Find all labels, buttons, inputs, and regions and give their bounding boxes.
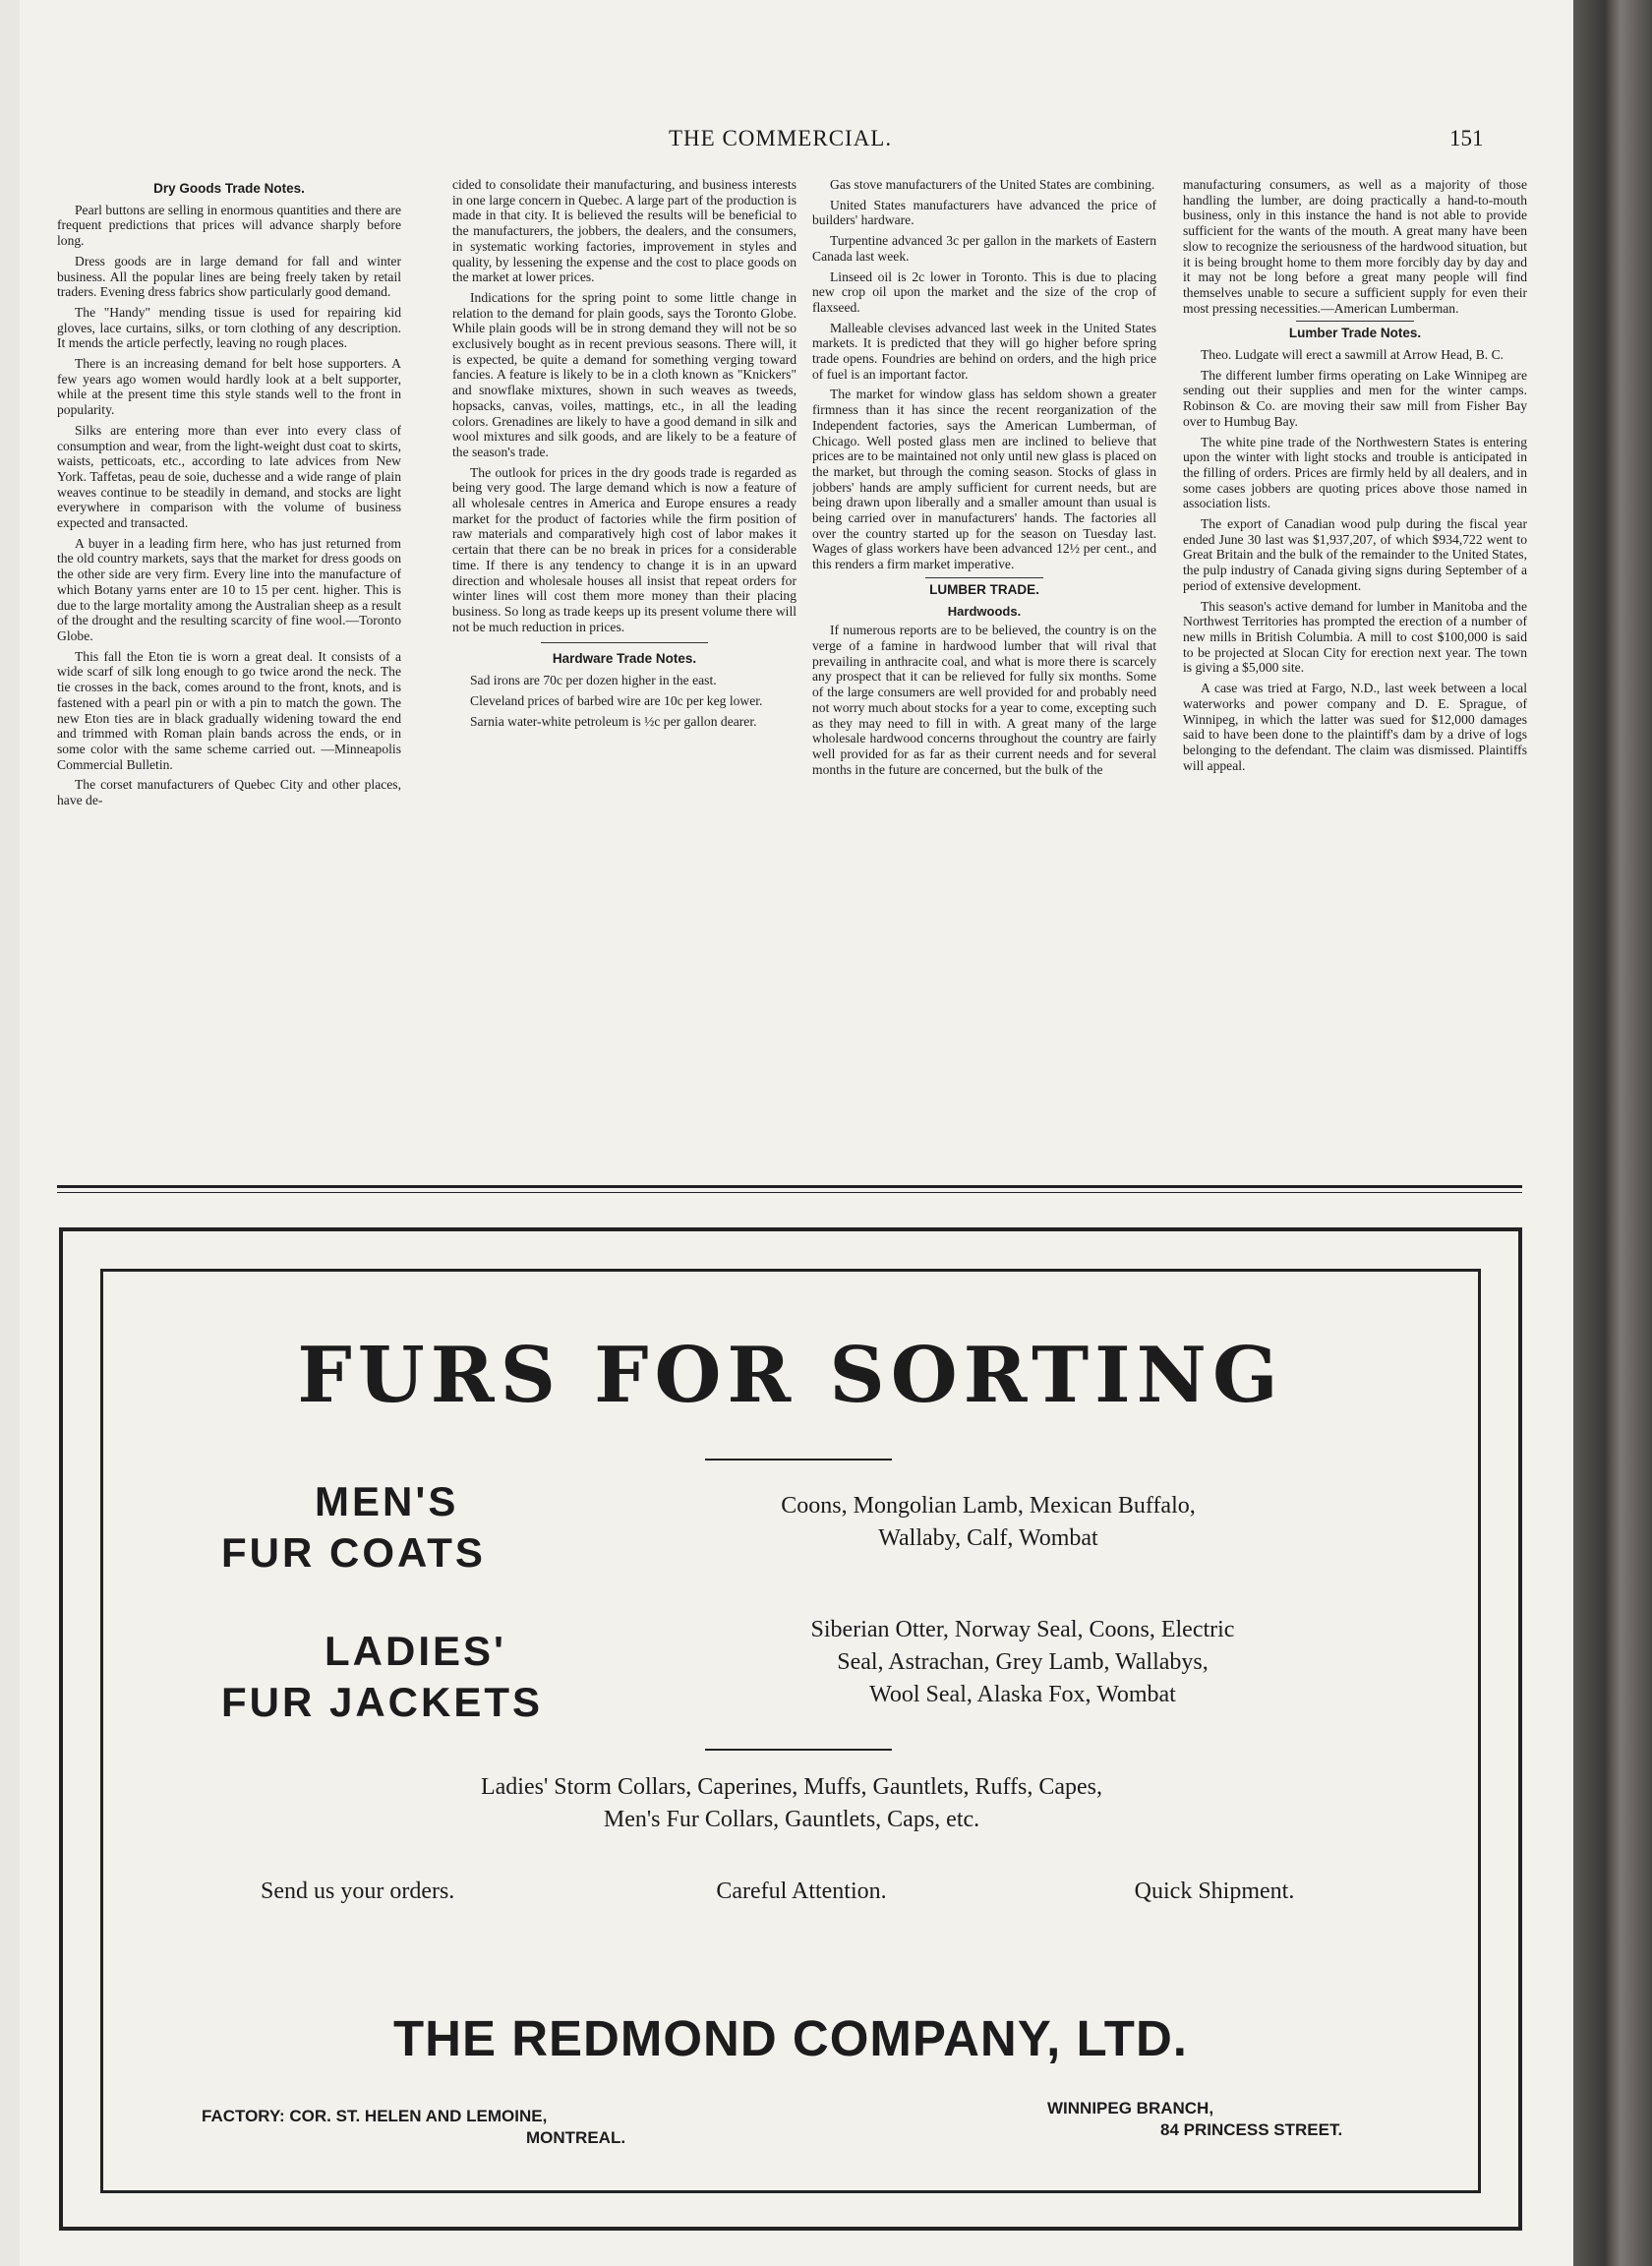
newspaper-page: [20, 0, 1573, 2266]
ladies-fur-list-line2: Seal, Astrachan, Grey Lamb, Wallabys,: [837, 1649, 1209, 1675]
paragraph: The corset manufacturers of Quebec City and other places, have de-: [57, 777, 401, 808]
paragraph: The different lumber firms operating on Lake Winnipeg are sending out their supplies and men for the winter camps. Robinson & Co. are moving their saw mill from Fisher Bay over to Humbug Bay.: [1183, 367, 1527, 429]
section-heading-hardware: Hardware Trade Notes.: [552, 651, 697, 667]
paragraph: The outlook for prices in the dry goods trade is regarded as being very good. The large demand which is now a feature of all wholesale centres in America and Europe ensures a ready market for the product of factories while the firm position of raw materials and comparatively high cost of labor makes it certain that there can be no break in prices for a considerable time. If there is any tendency to change it is in an upward direction and wholesale houses all insist that repeat orders for winter lines will cost them more money than their placing business. So long as trade keeps up its present volume there will not be much reduction in prices.: [452, 464, 796, 634]
column-separator-rule: [57, 1185, 1522, 1188]
page-number: 151: [1449, 126, 1484, 150]
section-heading-dry-goods: Dry Goods Trade Notes.: [153, 181, 305, 196]
paragraph: The white pine trade of the Northwestern States is entering upon the winter with light stocks and trouble is anticipated in the filling of orders. Prices are firmly held by all dealers, and in some cases jobbers are quoting prices above those named in association lists.: [1183, 434, 1527, 511]
paragraph: Gas stove manufacturers of the United States are combining.: [830, 177, 1155, 192]
paragraph: Silks are entering more than ever into every class of consumption and wear, from the light-weight dust coat to skirts, waists, petticoats, etc., according to late advices from New York. Taffetas, peau de soie, duchesse and a wide range of plain weaves continue to be steadily in demand, and stocks are light everywhere in comparison with the volume of business expected and transacted.: [57, 422, 401, 531]
mens-fur-list: [713, 1490, 1264, 1555]
ladies-fur-list-line1: Siberian Otter, Norway Seal, Coons, Electric: [810, 1617, 1235, 1642]
ladies-heading-line1: LADIES': [324, 1628, 507, 1674]
paragraph: A case was tried at Fargo, N.D., last week between a local waterworks and power company and D. E. Sprague, of Winnipeg, in which the latter was sued for $12,000 damages said to have been done to the plaintiff's dam by a drive of logs belonging to the defendant. The claim was dismissed. Plaintiffs will appeal.: [1183, 681, 1527, 773]
mens-heading-line2: FUR COATS: [221, 1529, 486, 1576]
paragraph: Dress goods are in large demand for fall and winter business. All the popular lines are being freely taken by retail traders. Evening dress fabrics show particularly good demand.: [57, 253, 401, 300]
ladies-heading-line2: FUR JACKETS: [221, 1679, 544, 1725]
factory-address-line2: MONTREAL.: [526, 2128, 626, 2147]
accessories-line1: Ladies' Storm Collars, Caperines, Muffs, Gauntlets, Ruffs, Capes,: [480, 1774, 1103, 1800]
paragraph: manufacturing consumers, as well as a majority of those handling the lumber, are doing practically a hand-to-mouth business, only in this instance the hand is not able to provide sufficient for the wants of the mouth. A great many have been slow to recognize the seriousness of the hardwood situation, but it is being brought home to them more forcibly day by day and it may not be long before a great many people will find themselves unable to secure a sufficient supply for even their most pressing necessities.—American Lumberman.: [1183, 177, 1527, 316]
paragraph: Turpentine advanced 3c per gallon in the markets of Eastern Canada last week.: [812, 233, 1156, 264]
quick-shipment-text: Quick Shipment.: [1134, 1878, 1295, 1904]
article-columns: [57, 177, 1571, 1175]
mens-fur-list-line1: Coons, Mongolian Lamb, Mexican Buffalo,: [781, 1493, 1196, 1519]
ladies-fur-list: [733, 1614, 1313, 1711]
section-heading-lumber-notes: Lumber Trade Notes.: [1288, 326, 1422, 341]
paragraph: This fall the Eton tie is worn a great deal. It consists of a wide scarf of silk long enough to go twice arond the neck. The tie crosses in the back, comes around to the front, knots, and is fastened with a pearl pin or with a pin to match the gown. The new Eton ties are in black gradually widening toward the end and trimmed with Roman plain bands across the ends, or in some color with the same scheme carried out. —Minneapolis Commercial Bulletin.: [57, 648, 401, 772]
ladies-fur-list-line3: Wool Seal, Alaska Fox, Wombat: [869, 1682, 1176, 1707]
paragraph: Sad irons are 70c per dozen higher in the east.: [470, 673, 717, 688]
advertisement: [59, 1227, 1522, 2231]
subheading-hardwoods: Hardwoods.: [947, 603, 1022, 619]
divider: [925, 577, 1043, 578]
column-4: [1183, 177, 1527, 1175]
running-header: [20, 126, 1573, 155]
paragraph: Theo. Ludgate will erect a sawmill at Arrow Head, B. C.: [1201, 347, 1504, 363]
factory-address-line1: FACTORY: COR. ST. HELEN AND LEMOINE,: [202, 2107, 548, 2125]
column-2: [452, 177, 796, 1175]
paragraph: Pearl buttons are selling in enormous quantities and there are frequent predictions that prices will advance sharply before long.: [57, 202, 401, 249]
paragraph: This season's active demand for lumber in Manitoba and the Northwest Territories has prompted the erection of a number of new mills in British Columbia. A mill to cost $100,000 is said to be projected at Slocan City for erection next year. The town is giving a $5,000 site.: [1183, 598, 1527, 676]
paragraph: cided to consolidate their manufacturing, and business interests in one large concern in Quebec. A large part of the production is made in that city. It is believed the results will be beneficial to the manufacturers, the jobbers, the dealers, and the consumers, in systematic working factories, improvement in styles and quality, by lessening the expense and the cost to place goods on the market at lower prices.: [452, 177, 796, 285]
scan-background: [1573, 0, 1652, 2266]
mens-fur-list-line2: Wallaby, Calf, Wombat: [878, 1525, 1098, 1551]
send-orders-text: Send us your orders.: [261, 1878, 455, 1904]
paragraph: A buyer in a leading firm here, who has just returned from the old country markets, says that the market for dress goods on the other side are very firm. Every line into the manufacture of which Botany yarns enter are 10 to 15 per cent. higher. This is due to the large mortality among the Australian sheep as a result of the drought and the resulting scarcity of fine wool.—Toronto Globe.: [57, 535, 401, 643]
paragraph: The market for window glass has seldom shown a greater firmness than it has since the recent reorganization of the Independent factories, says the American Lumberman, of Chicago. Well posted glass men are inclined to believe that prices are to be maintained not only until new glass is placed on the market, but through the coming season. Stocks of glass in jobbers' hands are amply sufficient for current needs, but are being drawn upon liberally and a smaller amount than usual is being carried over in manufacturers' hands. The factories all over the country started up for the season on Tuesday last. Wages of glass workers have been advanced 12½ per cent., and this renders a firm market imperative.: [812, 387, 1156, 572]
paragraph: The export of Canadian wood pulp during the fiscal year ended June 30 last was $1,937,207, of which $934,722 went to Great Britain and the bulk of the remainder to the United States, the pulp industry of Canada giving signs during September of a period of extensive development.: [1183, 516, 1527, 593]
accessories-list: [300, 1771, 1283, 1836]
divider: [541, 642, 708, 643]
factory-address: [202, 2106, 713, 2149]
advertisement-inner-frame: [100, 1269, 1481, 2193]
paragraph: Cleveland prices of barbed wire are 10c per keg lower.: [470, 692, 763, 708]
branch-address-line1: WINNIPEG BRANCH,: [1047, 2099, 1214, 2117]
ladies-heading: [221, 1626, 543, 1728]
paragraph: Linseed oil is 2c lower in Toronto. This is due to placing new crop oil upon the market and the size of the crop of flaxseed.: [812, 268, 1156, 315]
ad-divider: [705, 1459, 892, 1461]
branch-address: [1047, 2098, 1460, 2141]
divider: [1296, 321, 1414, 322]
accessories-line2: Men's Fur Collars, Gauntlets, Caps, etc.: [603, 1807, 980, 1832]
column-3: [812, 177, 1156, 1175]
mens-heading-line1: MEN'S: [315, 1478, 459, 1524]
company-name: THE REDMOND COMPANY, LTD.: [393, 2010, 1188, 2066]
paragraph: United States manufacturers have advanced the price of builders' hardware.: [812, 197, 1156, 228]
ad-title: FURS FOR SORTING: [297, 1331, 1284, 1420]
paragraph: Sarnia water-white petroleum is ½c per gallon dearer.: [470, 713, 757, 729]
column-separator-rule: [57, 1192, 1522, 1193]
ad-divider: [705, 1749, 892, 1751]
mens-heading: [221, 1476, 486, 1579]
careful-attention-text: Careful Attention.: [716, 1878, 887, 1904]
paragraph: Malleable clevises advanced last week in the United States markets. It is predicted that they will go higher before spring trade opens. Foundries are behind on orders, and the high price of fuel is an important factor.: [812, 320, 1156, 382]
publication-title: THE COMMERCIAL.: [669, 126, 893, 150]
branch-address-line2: 84 PRINCESS STREET.: [1160, 2120, 1343, 2139]
section-heading-lumber-trade: LUMBER TRADE.: [929, 581, 1039, 597]
paragraph: If numerous reports are to be believed, the country is on the verge of a famine in hardwood lumber that will rival that prevailing in anthracite coal, and what is more there is scarcely any prospect that it can be relieved for fully six months. Some of the large consumers are well provided for and probably need not worry much about stocks for a year to come, excepting such as they may need to fill in with. A great many of the large wholesale hardwood concerns throughout the country are fairly well provided for as far as their current needs and for several months in the future are concerned, but the bulk of the: [812, 623, 1156, 777]
column-1: [57, 177, 401, 1175]
paragraph: There is an increasing demand for belt hose supporters. A few years ago women would hardly look at a belt supporter, while at the present time this style stands well to the front in popularity.: [57, 356, 401, 418]
paragraph: Indications for the spring point to some little change in relation to the demand for plain goods, says the Toronto Globe. While plain goods will be in strong demand they will not be so exclusively bought as in recent previous seasons. There will, it is expected, be quite a demand for something verging toward fancies. A feature is likely to be in a cloth known as "Knickers" and snowflake mixtures, shown in such weaves as tweeds, hopsacks, canvas, voiles, mattings, etc., in all the leading colors. Grenadines are likely to have a good demand in silk and wool mixtures and silk goods, and are likely to be a feature of the season's trade.: [452, 289, 796, 459]
paragraph: The "Handy" mending tissue is used for repairing kid gloves, lace curtains, silks, or torn clothing of any description. It mends the article perfectly, leaving no rough places.: [57, 304, 401, 351]
